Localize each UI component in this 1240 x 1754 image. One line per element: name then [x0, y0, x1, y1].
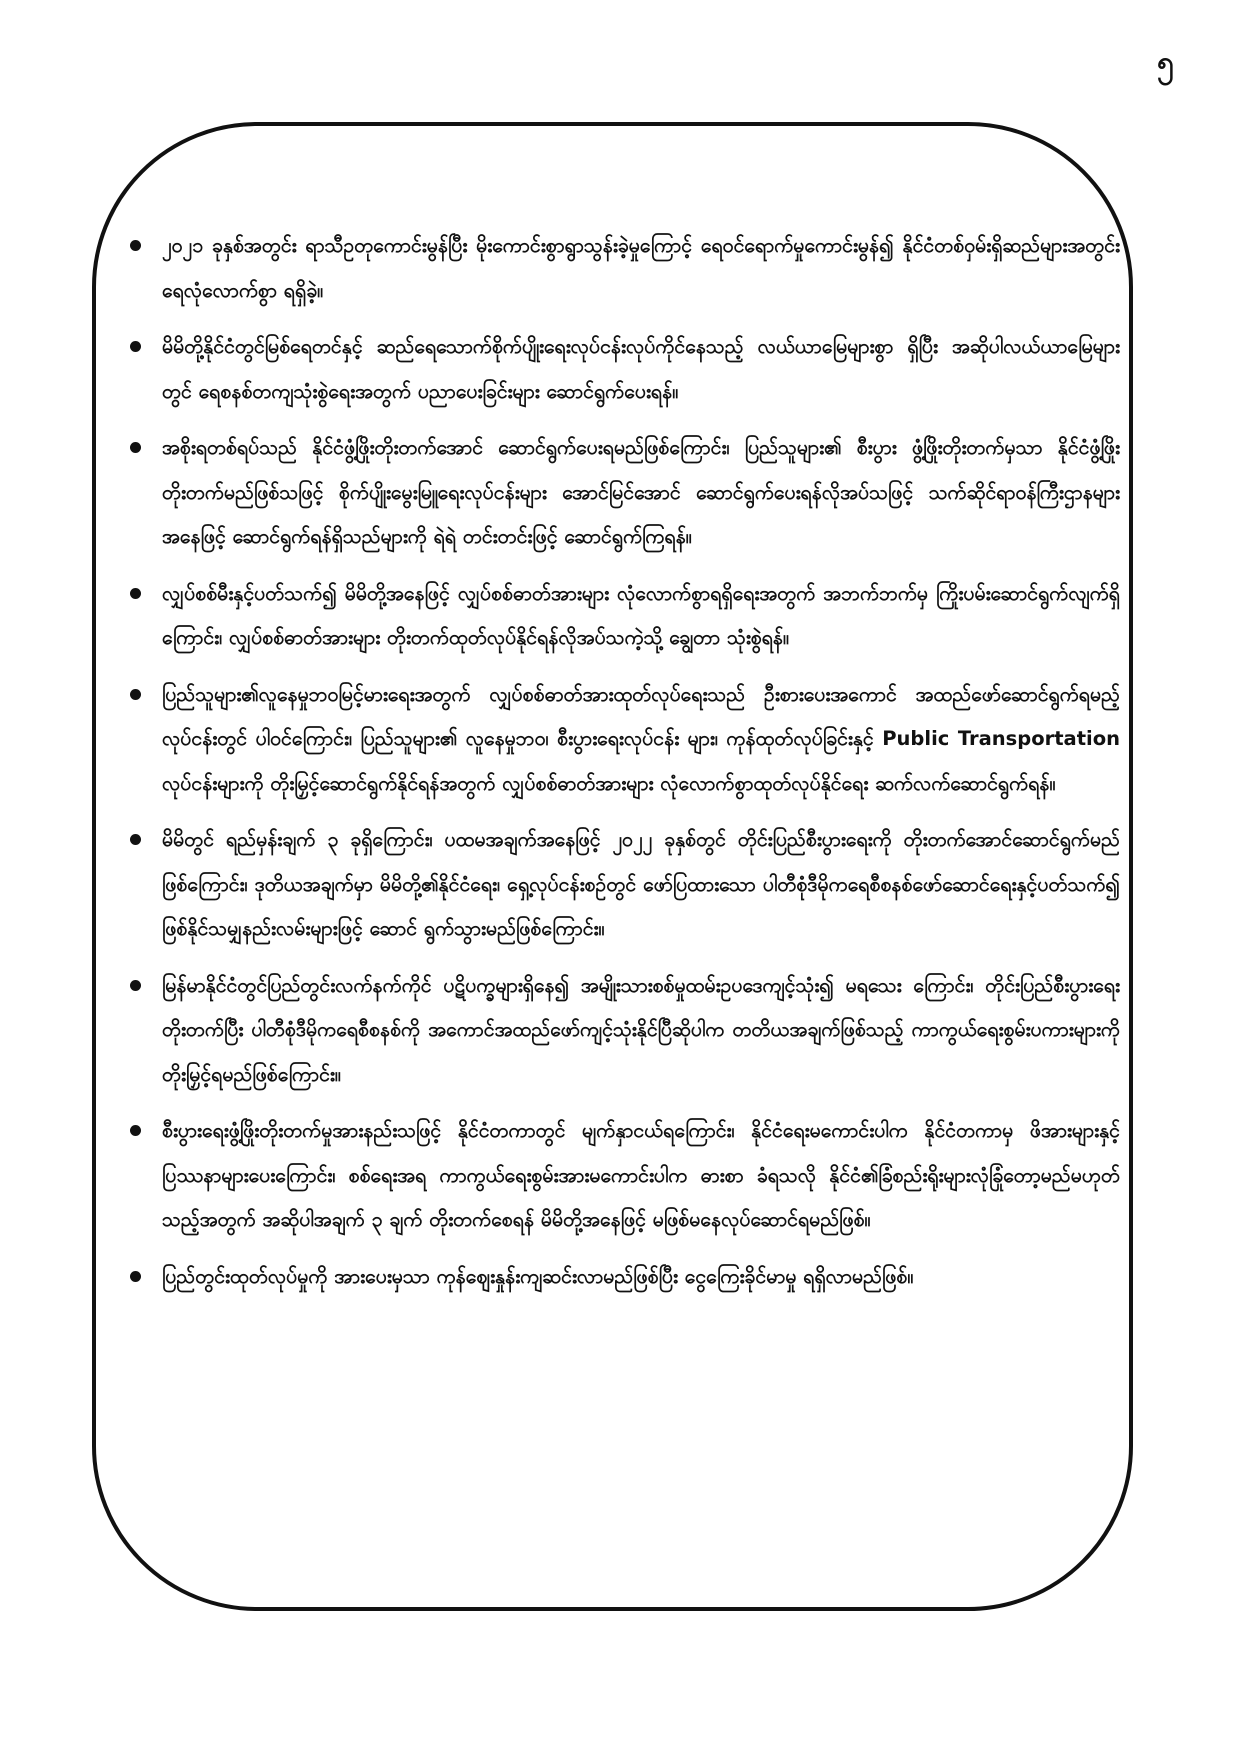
bullet-dot-icon	[130, 1125, 141, 1136]
bullet-item-4	[130, 572, 1120, 661]
bullet-text: လျှပ်စစ်မီးနှင့်ပတ်သက်၍ မိမိတို့အနေဖြင့် လျှပ်စစ်ဓာတ်အားများ လုံလောက်စွာရရှိရေးအတွက် အဘက်ဘက်မှ ကြိုးပမ်းဆောင်ရွက်လျက်ရှိကြောင်း၊ လျှပ်စစ်ဓာတ်အားများ တိုးတက်ထုတ်လုပ်နိုင်ရန်လိုအပ်သကဲ့သို့ ချွေတာ သုံးစွဲရန်။	[162, 581, 1120, 649]
bullet-dot-icon	[130, 689, 141, 700]
bullet-text: မြန်မာနိုင်ငံတွင်ပြည်တွင်းလက်နက်ကိုင် ပဋိပက္ခများရှိနေ၍ အမျိုးသားစစ်မှုထမ်းဥပဒေကျင့်သုံး၍ မရသေး ကြောင်း၊ တိုင်းပြည်စီးပွားရေးတိုးတက်ပြီး ပါတီစုံဒီမိုကရေစီစနစ်ကို အကောင်အထည်ဖော်ကျင့်သုံးနိုင်ပြီဆိုပါက တတိယအချက်ဖြစ်သည့် ကာကွယ်ရေးစွမ်းပကားများကို တိုးမြှင့်ရမည်ဖြစ်ကြောင်း။	[162, 973, 1120, 1086]
bullet-list	[130, 224, 1120, 1311]
bullet-item-1	[130, 224, 1120, 313]
bullet-item-7	[130, 964, 1120, 1098]
bullet-item-9	[130, 1255, 1120, 1300]
bullet-text: ၂၀၂၁ ခုနှစ်အတွင်း ရာသီဥတုကောင်းမွန်ပြီး မိုးကောင်းစွာရွာသွန်းခဲ့မှုကြောင့် ရေဝင်ရောက်မှုကောင်းမွန်၍ နိုင်ငံတစ်ဝှမ်းရှိဆည်များအတွင်း ရေလုံလောက်စွာ ရရှိခဲ့။	[162, 234, 1120, 302]
bullet-dot-icon	[130, 341, 141, 352]
bullet-dot-icon	[130, 1271, 141, 1282]
bullet-dot-icon	[130, 588, 141, 599]
bullet-dot-icon	[130, 240, 141, 251]
bullet-dot-icon	[130, 834, 141, 845]
bullet-text: စီးပွားရေးဖွံ့ဖြိုးတိုးတက်မှုအားနည်းသဖြင့် နိုင်ငံတကာတွင် မျက်နှာငယ်ရကြောင်း၊ နိုင်ငံရေးမကောင်းပါက နိုင်ငံတကာမှ ဖိအားများနှင့်ပြဿနာများပေးကြောင်း၊ စစ်ရေးအရ ကာကွယ်ရေးစွမ်းအားမကောင်းပါက ဓားစာ ခံရသလို နိုင်ငံ၏ခြံစည်းရိုးများလုံခြုံတော့မည်မဟုတ်သည့်အတွက် အဆိုပါအချက် ၃ ချက် တိုးတက်စေရန် မိမိတို့အနေဖြင့် မဖြစ်မနေလုပ်ဆောင်ရမည်ဖြစ်။	[162, 1119, 1120, 1231]
bullet-text: မိမိတို့နိုင်ငံတွင်မြစ်ရေတင်နှင့် ဆည်ရေသောက်စိုက်ပျိုးရေးလုပ်ငန်းလုပ်ကိုင်နေသည့် လယ်ယာမြေများစွာ ရှိပြီး အဆိုပါလယ်ယာမြေများတွင် ရေစနစ်တကျသုံးစွဲရေးအတွက် ပညာပေးခြင်းများ ဆောင်ရွက်ပေးရန်။	[162, 335, 1120, 403]
bullet-item-5	[130, 673, 1120, 807]
bullet-text: ပြည်တွင်းထုတ်လုပ်မှုကို အားပေးမှသာ ကုန်ဈေးနှုန်းကျဆင်းလာမည်ဖြစ်ပြီး ငွေကြေးခိုင်မာမှု ရရှိလာမည်ဖြစ်။	[162, 1264, 914, 1288]
bullet-item-8	[130, 1109, 1120, 1243]
bullet-item-3	[130, 426, 1120, 560]
bullet-text: မိမိတွင် ရည်မှန်းချက် ၃ ခုရှိကြောင်း၊ ပထမအချက်အနေဖြင့် ၂၀၂၂ ခုနှစ်တွင် တိုင်းပြည်စီးပွားရေးကို တိုးတက်အောင်ဆောင်ရွက်မည်ဖြစ်ကြောင်း၊ ဒုတိယအချက်မှာ မိမိတို့၏နိုင်ငံရေး၊ ရှေ့လုပ်ငန်းစဉ်တွင် ဖော်ပြထားသော ပါတီစုံဒီမိုကရေစီစနစ်ဖော်ဆောင်ရေးနှင့်ပတ်သက်၍ ဖြစ်နိုင်သမျှနည်းလမ်းများဖြင့် ဆောင် ရွက်သွားမည်ဖြစ်ကြောင်း။	[162, 828, 1120, 940]
bullet-dot-icon	[130, 442, 141, 453]
bullet-text: ပြည်သူများ၏လူနေမှုဘဝမြင့်မားရေးအတွက် လျှပ်စစ်ဓာတ်အားထုတ်လုပ်ရေးသည် ဦးစားပေးအကောင် အထည်ဖော်ဆောင်ရွက်ရမည့်လုပ်ငန်းတွင် ပါဝင်ကြောင်း၊ ပြည်သူများ၏ လူနေမှုဘဝ၊ စီးပွားရေးလုပ်ငန်း များ၊ ကုန်ထုတ်လုပ်ခြင်းနှင့် Public Transportation လုပ်ငန်းများကို တိုးမြှင့်ဆောင်ရွက်နိုင်ရန်အတွက် လျှပ်စစ်ဓာတ်အားများ လုံလောက်စွာထုတ်လုပ်နိုင်ရေး ဆက်လက်ဆောင်ရွက်ရန်။	[162, 682, 1120, 795]
bullet-text: အစိုးရတစ်ရပ်သည် နိုင်ငံဖွံ့ဖြိုးတိုးတက်အောင် ဆောင်ရွက်ပေးရမည်ဖြစ်ကြောင်း၊ ပြည်သူများ၏ စီးပွား ဖွံ့ဖြိုးတိုးတက်မှသာ နိုင်ငံဖွံ့ဖြိုးတိုးတက်မည်ဖြစ်သဖြင့် စိုက်ပျိုးမွေးမြူရေးလုပ်ငန်းများ အောင်မြင်အောင် ဆောင်ရွက်ပေးရန်လိုအပ်သဖြင့် သက်ဆိုင်ရာဝန်ကြီးဌာနများအနေဖြင့် ဆောင်ရွက်ရန်ရှိသည်များကို ရဲရဲ တင်းတင်းဖြင့် ဆောင်ရွက်ကြရန်။	[162, 436, 1120, 548]
bullet-dot-icon	[130, 980, 141, 991]
bullet-item-6	[130, 818, 1120, 952]
bullet-item-2	[130, 325, 1120, 414]
page-number: ၅	[1157, 45, 1174, 80]
